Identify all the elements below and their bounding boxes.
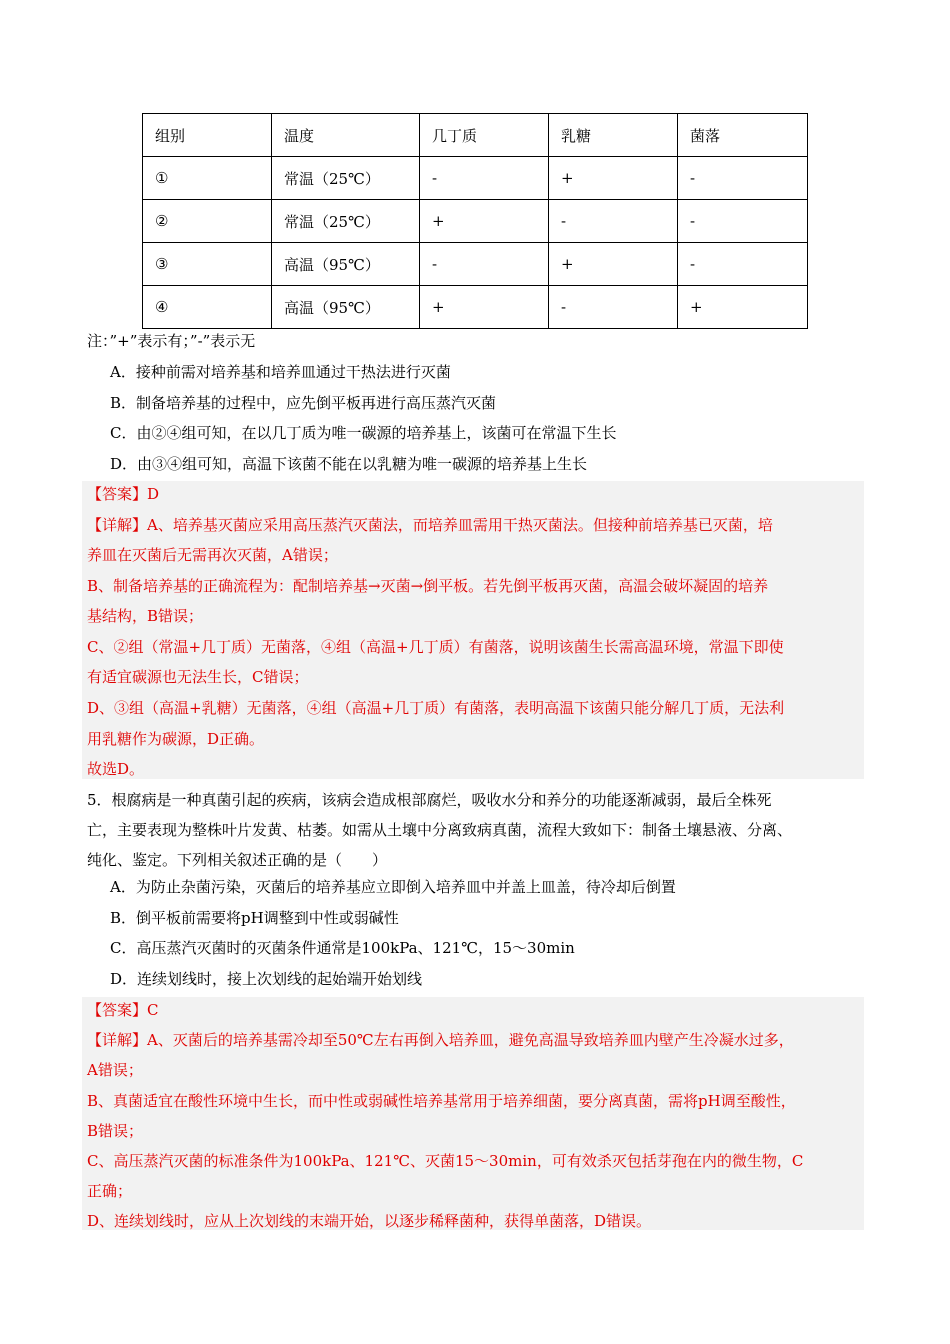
q5-option-b: B．倒平板前需要将pH调整到中性或弱碱性 bbox=[110, 909, 399, 927]
q4-option-c: C．由②④组可知，在以几丁质为唯一碳源的培养基上，该菌可在常温下生长 bbox=[110, 424, 617, 442]
q4-detail-line: 基结构，B错误； bbox=[87, 607, 204, 625]
q4-option-a: A．接种前需对培养基和培养皿通过干热法进行灭菌 bbox=[110, 363, 451, 381]
table-cell: ③ bbox=[143, 243, 272, 286]
q5-option-a: A．为防止杂菌污染，灭菌后的培养基应立即倒入培养皿中并盖上皿盖，待冷却后倒置 bbox=[110, 878, 676, 896]
q5-detail-line: A错误； bbox=[87, 1061, 143, 1079]
header-chitin: 几丁质 bbox=[420, 114, 549, 157]
table-row bbox=[143, 286, 808, 329]
table-cell: - bbox=[549, 286, 678, 329]
table-header-row bbox=[143, 114, 808, 157]
q5-detail-line: B错误； bbox=[87, 1122, 144, 1140]
q4-detail-line: D、③组（高温+乳糖）无菌落，④组（高温+几丁质）有菌落，表明高温下该菌只能分解几丁质，无法利 bbox=[87, 699, 785, 717]
q4-option-d: D．由③④组可知，高温下该菌不能在以乳糖为唯一碳源的培养基上生长 bbox=[110, 455, 588, 473]
q5-detail-line: D、连续划线时，应从上次划线的末端开始，以逐步稀释菌种，获得单菌落，D错误。 bbox=[87, 1212, 652, 1230]
header-group: 组别 bbox=[143, 114, 272, 157]
header-temperature: 温度 bbox=[272, 114, 420, 157]
header-lactose: 乳糖 bbox=[549, 114, 678, 157]
q5-detail-line: C、高压蒸汽灭菌的标准条件为100kPa、121℃、灭菌15～30min，可有效杀灭包括芽孢在内的微生物，C bbox=[87, 1152, 804, 1170]
table-cell: - bbox=[420, 243, 549, 286]
table-cell: ② bbox=[143, 200, 272, 243]
table-cell: + bbox=[549, 157, 678, 200]
q4-option-b: B．制备培养基的过程中，应先倒平板再进行高压蒸汽灭菌 bbox=[110, 394, 497, 412]
table-cell: 高温（95℃） bbox=[272, 286, 420, 329]
table-cell: - bbox=[420, 157, 549, 200]
q5-option-d: D．连续划线时，接上次划线的起始端开始划线 bbox=[110, 970, 423, 988]
q4-detail-line: C、②组（常温+几丁质）无菌落，④组（高温+几丁质）有菌落，说明该菌生长需高温环境，常温下即使 bbox=[87, 638, 784, 656]
q4-detail-line: 故选D。 bbox=[87, 760, 145, 778]
table-cell: 常温（25℃） bbox=[272, 157, 420, 200]
table-cell: - bbox=[549, 200, 678, 243]
experiment-table bbox=[142, 113, 808, 329]
table-cell: - bbox=[678, 157, 808, 200]
q4-detail-line: B、制备培养基的正确流程为：配制培养基→灭菌→倒平板。若先倒平板再灭菌，高温会破坏凝固的培养 bbox=[87, 577, 769, 595]
q5-option-c: C．高压蒸汽灭菌时的灭菌条件通常是100kPa、121℃，15～30min bbox=[110, 939, 575, 957]
table-cell: ① bbox=[143, 157, 272, 200]
q5-detail-line: 【详解】A、灭菌后的培养基需冷却至50℃左右再倒入培养皿，避免高温导致培养皿内壁产生冷凝水过多， bbox=[87, 1031, 794, 1049]
q5-detail-line: 正确； bbox=[87, 1182, 133, 1200]
table-cell: 高温（95℃） bbox=[272, 243, 420, 286]
table-row bbox=[143, 157, 808, 200]
table-row bbox=[143, 200, 808, 243]
q5-stem-line: 纯化、鉴定。下列相关叙述正确的是（ ） bbox=[87, 851, 388, 869]
q5-answer: 【答案】C bbox=[87, 1001, 159, 1019]
table-note: 注：”+”表示有；”-”表示无 bbox=[87, 332, 256, 350]
table-cell: + bbox=[420, 286, 549, 329]
table-cell: - bbox=[678, 243, 808, 286]
header-colony: 菌落 bbox=[678, 114, 808, 157]
table-cell: + bbox=[678, 286, 808, 329]
q4-detail-line: 养皿在灭菌后无需再次灭菌，A错误； bbox=[87, 546, 338, 564]
table-cell: + bbox=[420, 200, 549, 243]
q5-stem-line: 5．根腐病是一种真菌引起的疾病，该病会造成根部腐烂，吸收水分和养分的功能逐渐减弱，最后全株死 bbox=[87, 791, 772, 809]
table-cell: 常温（25℃） bbox=[272, 200, 420, 243]
q5-detail-line: B、真菌适宜在酸性环境中生长，而中性或弱碱性培养基常用于培养细菌，要分离真菌，需将pH调至酸性， bbox=[87, 1092, 796, 1110]
q4-detail-line: 用乳糖作为碳源，D正确。 bbox=[87, 730, 265, 748]
table-cell: + bbox=[549, 243, 678, 286]
table-cell: - bbox=[678, 200, 808, 243]
q4-detail-line: 有适宜碳源也无法生长，C错误； bbox=[87, 668, 309, 686]
q4-answer: 【答案】D bbox=[87, 485, 160, 503]
table-row bbox=[143, 243, 808, 286]
q4-detail-line: 【详解】A、培养基灭菌应采用高压蒸汽灭菌法，而培养皿需用干热灭菌法。但接种前培养基已灭菌，培 bbox=[87, 516, 773, 534]
table-cell: ④ bbox=[143, 286, 272, 329]
q5-stem-line: 亡，主要表现为整株叶片发黄、枯萎。如需从土壤中分离致病真菌，流程大致如下：制备土壤悬液、分离、 bbox=[87, 821, 793, 839]
